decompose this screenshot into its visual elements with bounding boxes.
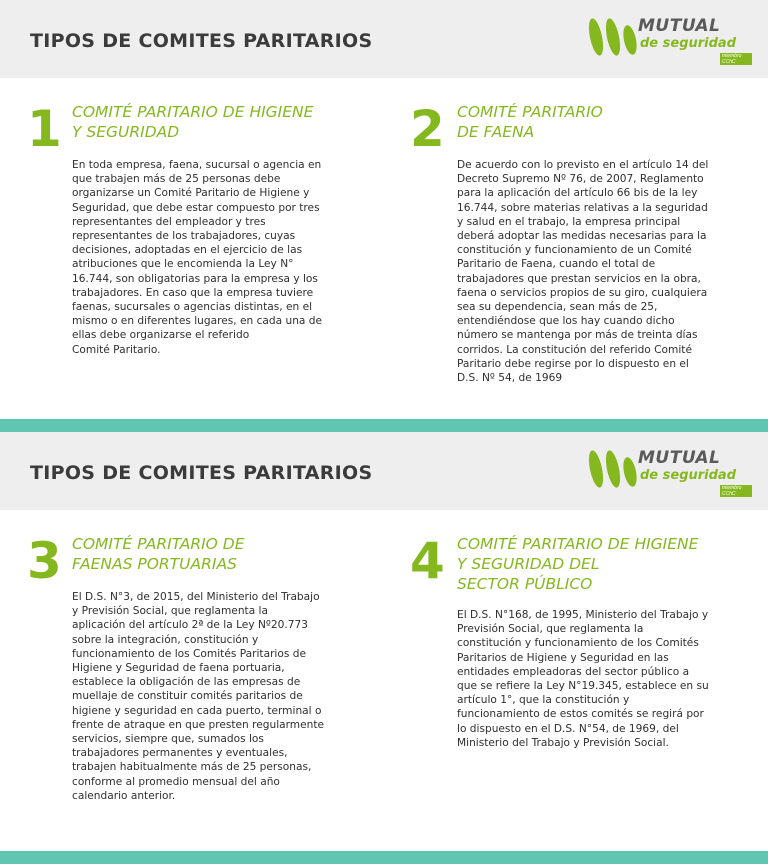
- body-line: frente de atraque en que presten regularmente: [72, 718, 325, 731]
- body-line: para la aplicación del artículo 66 bis de la ley: [457, 187, 698, 200]
- page-header-top: [0, 0, 768, 78]
- heading-line: COMITÉ PARITARIO: [457, 103, 603, 121]
- body-line: que se refiere la Ley N°19.345, establece en su: [457, 680, 709, 693]
- body-line: organizarse un Comité Paritario de Higiene y: [72, 187, 310, 200]
- body-line: y Previsión Social, que reglamenta la: [72, 605, 268, 618]
- body-line: trabajen habitualmente más de 25 personas,: [72, 761, 312, 774]
- section-number-3: 3: [27, 532, 62, 590]
- section-body-3: [72, 590, 324, 803]
- heading-line: SECTOR PÚBLICO: [457, 575, 593, 593]
- body-line: servicios, siempre que, sumados los: [72, 733, 264, 746]
- page-header-bottom: [0, 432, 768, 510]
- heading-line: COMITÉ PARITARIO DE HIGIENE: [457, 535, 699, 553]
- body-line: funcionamiento de los Comités Paritarios de: [72, 647, 306, 660]
- body-line: representantes del empleador y tres: [72, 215, 266, 228]
- body-line: número se mantenga por más de treinta días: [457, 329, 698, 342]
- body-line: Higiene y Seguridad de faena portuaria,: [72, 662, 285, 675]
- body-line: entendiéndose que los hay cuando dicho: [457, 315, 675, 328]
- section-number-2: 2: [410, 100, 445, 158]
- body-line: representantes de los trabajadores, cuyas: [72, 230, 296, 243]
- section-heading-4: [457, 534, 698, 594]
- body-line: faena o servicios propios de su giro, cualquiera: [457, 286, 708, 299]
- body-line: En toda empresa, faena, sucursal o agencia en: [72, 159, 322, 171]
- body-line: faenas, sucursales o agencias distintas, en el: [72, 301, 313, 314]
- body-line: trabajadores que prestan servicios en la obra,: [457, 272, 701, 285]
- heading-line: FAENAS PORTUARIAS: [72, 555, 237, 573]
- body-line: funcionamiento de estos comités se regirá por: [457, 708, 704, 721]
- body-line: Seguridad, que debe estar compuesto por tres: [72, 201, 320, 214]
- body-line: Paritario debe regirse por lo dispuesto en el: [457, 357, 689, 370]
- body-line: Paritario de Faena, cuando el total de: [457, 258, 656, 271]
- body-line: Ministerio del Trabajo y Previsión Social.: [457, 736, 669, 749]
- heading-line: COMITÉ PARITARIO DE HIGIENE: [72, 103, 314, 121]
- body-line: trabajadores. En caso que la empresa tuviere: [72, 286, 314, 299]
- divider-band: [0, 419, 768, 432]
- body-line: muellaje de constituir comités paritarios de: [72, 690, 303, 703]
- section-number-4: 4: [410, 532, 445, 590]
- logo-word-seguridad: de seguridad: [640, 468, 737, 483]
- page-title: TIPOS DE COMITES PARITARIOS: [30, 462, 373, 484]
- body-line: ellas debe organizarse el referido: [72, 329, 250, 342]
- mutual-logo-icon: [586, 16, 640, 58]
- section-heading-1: [72, 102, 313, 142]
- body-line: Previsión Social, que reglamenta la: [457, 623, 644, 636]
- body-line: conforme al promedio mensual del año: [72, 775, 280, 788]
- body-line: corridos. La constitución del referido Comité: [457, 343, 692, 356]
- body-line: deberá adoptar las medidas necesarias para la: [457, 230, 707, 243]
- body-line: Comité Paritario.: [72, 343, 161, 356]
- section-heading-2: [457, 102, 603, 142]
- heading-line: Y SEGURIDAD: [72, 123, 180, 141]
- divider-band: [0, 851, 768, 864]
- mutual-logo-icon: [586, 448, 640, 490]
- section-body-4: [457, 608, 709, 750]
- logo-word-seguridad: de seguridad: [640, 36, 737, 51]
- body-line: entidades empleadoras del sector público a: [457, 665, 690, 678]
- body-line: atribuciones que le encomienda la Ley N°: [72, 258, 294, 271]
- body-line: Decreto Supremo Nº 76, de 2007, Reglamento: [457, 173, 704, 186]
- section-number-1: 1: [27, 100, 62, 158]
- body-line: El D.S. N°168, de 1995, Ministerio del Trabajo y: [457, 609, 709, 621]
- body-line: trabajadores permanentes y eventuales,: [72, 747, 288, 760]
- body-line: constitución y funcionamiento de los Comités: [457, 637, 699, 650]
- mutual-logo: [586, 14, 752, 64]
- body-line: 16.744, sobre materias relativas a la seguridad: [457, 201, 708, 214]
- body-line: aplicación del artículo 2ª de la Ley Nº20.773: [72, 619, 308, 632]
- section-body-2: [457, 158, 708, 385]
- body-line: D.S. Nº 54, de 1969: [457, 372, 563, 385]
- body-line: lo dispuesto en el D.S. N°54, de 1969, del: [457, 722, 679, 735]
- body-line: sea su dependencia, sean más de 25,: [457, 301, 658, 314]
- logo-word-mutual: MUTUAL: [638, 448, 721, 468]
- body-line: establece la obligación de las empresas de: [72, 676, 301, 689]
- body-line: 16.744, son obligatorias para la empresa y los: [72, 272, 318, 285]
- body-line: artículo 1°, que la constitución y: [457, 694, 630, 707]
- body-line: El D.S. N°3, de 2015, del Ministerio del Trabajo: [72, 591, 320, 603]
- body-line: constitución y funcionamiento de un Comité: [457, 244, 692, 257]
- body-line: calendario anterior.: [72, 789, 176, 802]
- logo-tag: miembro CChC: [720, 53, 752, 65]
- logo-word-mutual: MUTUAL: [638, 16, 721, 36]
- body-line: sobre la integración, constitución y: [72, 633, 259, 646]
- body-line: Paritarios de Higiene y Seguridad en las: [457, 651, 669, 664]
- body-line: y salud en el trabajo, la empresa principal: [457, 215, 681, 228]
- body-line: higiene y seguridad en cada puerto, terminal o: [72, 704, 322, 717]
- heading-line: COMITÉ PARITARIO DE: [72, 535, 245, 553]
- logo-tag: miembro CChC: [720, 485, 752, 497]
- section-heading-3: [72, 534, 245, 574]
- page-title: TIPOS DE COMITES PARITARIOS: [30, 30, 373, 52]
- section-body-1: [72, 158, 322, 357]
- body-line: mismo o en diferentes lugares, en cada una de: [72, 315, 323, 328]
- mutual-logo: [586, 446, 752, 496]
- heading-line: DE FAENA: [457, 123, 535, 141]
- body-line: decisiones, adoptadas en el ejercicio de las: [72, 244, 303, 257]
- body-line: De acuerdo con lo previsto en el artículo 14 del: [457, 159, 709, 171]
- heading-line: Y SEGURIDAD DEL: [457, 555, 600, 573]
- body-line: que trabajen más de 25 personas debe: [72, 173, 281, 186]
